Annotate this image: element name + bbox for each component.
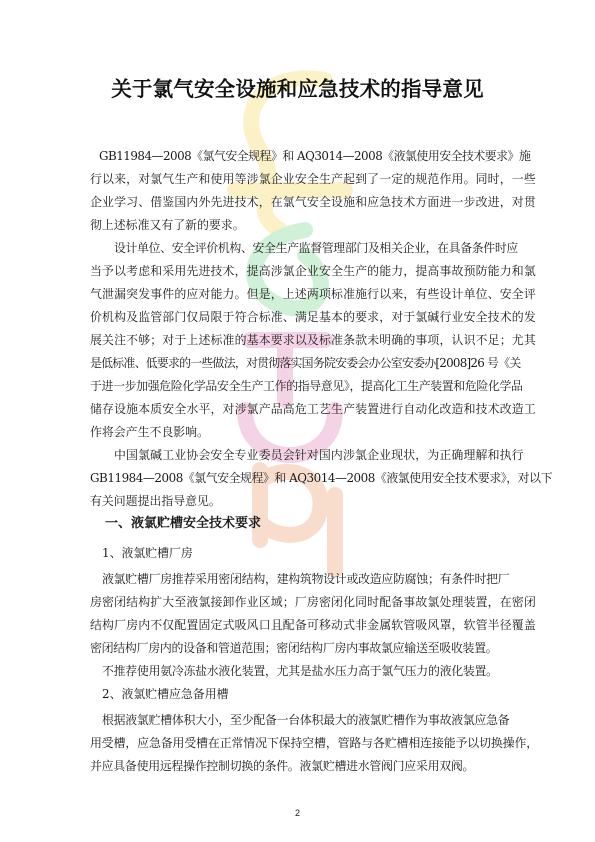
body-line: 用受槽，应急备用受槽在正常情况下保持空槽，管路与各贮槽相连接能予以切换操作， <box>90 736 539 750</box>
body-line: 密闭结构厂房内的设备和管道范围；密闭结构厂房内事故氯应输送至吸收装置。 <box>90 641 498 655</box>
body-line: 设计单位、安全评价机构、安全生产监督管理部门及相关企业，在具备条件时应 <box>114 241 518 255</box>
body-line: 结构厂房内不仅配置固定式吸风口且配备可移动式非金属软管吸风罩，软管半径覆盖 <box>90 618 536 632</box>
body-line: 气泄漏突发事件的应对能力。但是，上述两项标准施行以来，有些设计单位、安全评 <box>90 287 536 301</box>
page-number: 2 <box>294 808 300 818</box>
body-line: GB11984—2008《氯气安全规程》和 AQ3014—2008《液氯使用安全技术要求》，对以下 <box>90 471 553 485</box>
subsection-heading: 1、液氯贮槽厂房 <box>102 546 193 560</box>
body-line: 不推荐使用氨冷冻盐水液化装置，尤其是盐水压力高于氯气压力的液化装置。 <box>102 664 498 678</box>
body-line: 并应具备使用远程操作控制切换的条件。液氯贮槽进水管阀门应采用双阀。 <box>90 759 475 773</box>
body-line: 企业学习、借鉴国内外先进技术，在氯气安全设施和应急技术方面进一步改进，对贯 <box>90 195 536 209</box>
body-line: 储存设施本质安全水平，对涉氯产品高危工艺生产装置进行自动化改造和技术改造工 <box>90 402 536 416</box>
body-line: 作将会产生不良影响。 <box>90 425 209 439</box>
body-line: 于进一步加强危险化学品安全生产工作的指导意见》，提高化工生产装置和危险化学品 <box>90 379 523 393</box>
body-line: 液氯贮槽厂房推荐采用密闭结构，建构筑物设计或改造应防腐蚀；有条件时把厂 <box>102 572 510 586</box>
body-line: 当予以考虑和采用先进技术，提高涉氯企业安全生产的能力，提高事故预防能力和氯 <box>90 264 536 278</box>
body-line: 有关问题提出指导意见。 <box>90 494 221 508</box>
body-line: 是低标准、低要求的一些做法，对贯彻落实国务院安委会办公室安委办[2008]26 号《关 <box>90 356 521 370</box>
body-line: 根据液氯贮槽体积大小，至少配备一台体积最大的液氯贮槽作为事故液氯应急备 <box>102 713 510 727</box>
body-line: 房密闭结构扩大至液氯接卸作业区域；厂房密闭化同时配备事故氯处理装置，在密闭 <box>90 595 536 609</box>
subsection-heading: 2、液氯贮槽应急备用槽 <box>102 687 229 701</box>
body-line: GB11984—2008《氯气安全规程》和 AQ3014—2008《液氯使用安全技术要求》施 <box>99 149 531 163</box>
body-line: 彻上述标准又有了新的要求。 <box>90 218 245 232</box>
document-title: 关于氯气安全设施和应急技术的指导意见 <box>111 77 484 101</box>
body-line: 展关注不够；对于上述标准的基本要求以及标准条款未明确的事项，认识不足；尤其 <box>90 333 536 347</box>
body-line: 价机构及监管部门仅局限于符合标准、满足基本的要求，对于氯碱行业安全技术的发 <box>90 310 536 324</box>
section-heading: 一、液氯贮槽安全技术要求 <box>105 516 262 531</box>
body-line: 中国氯碱工业协会安全专业委员会针对国内涉氯企业现状，为正确理解和执行 <box>114 448 524 462</box>
body-line: 行以来，对氯气生产和使用等涉氯企业安全生产起到了一定的规范作用。同时，一些 <box>90 172 536 186</box>
